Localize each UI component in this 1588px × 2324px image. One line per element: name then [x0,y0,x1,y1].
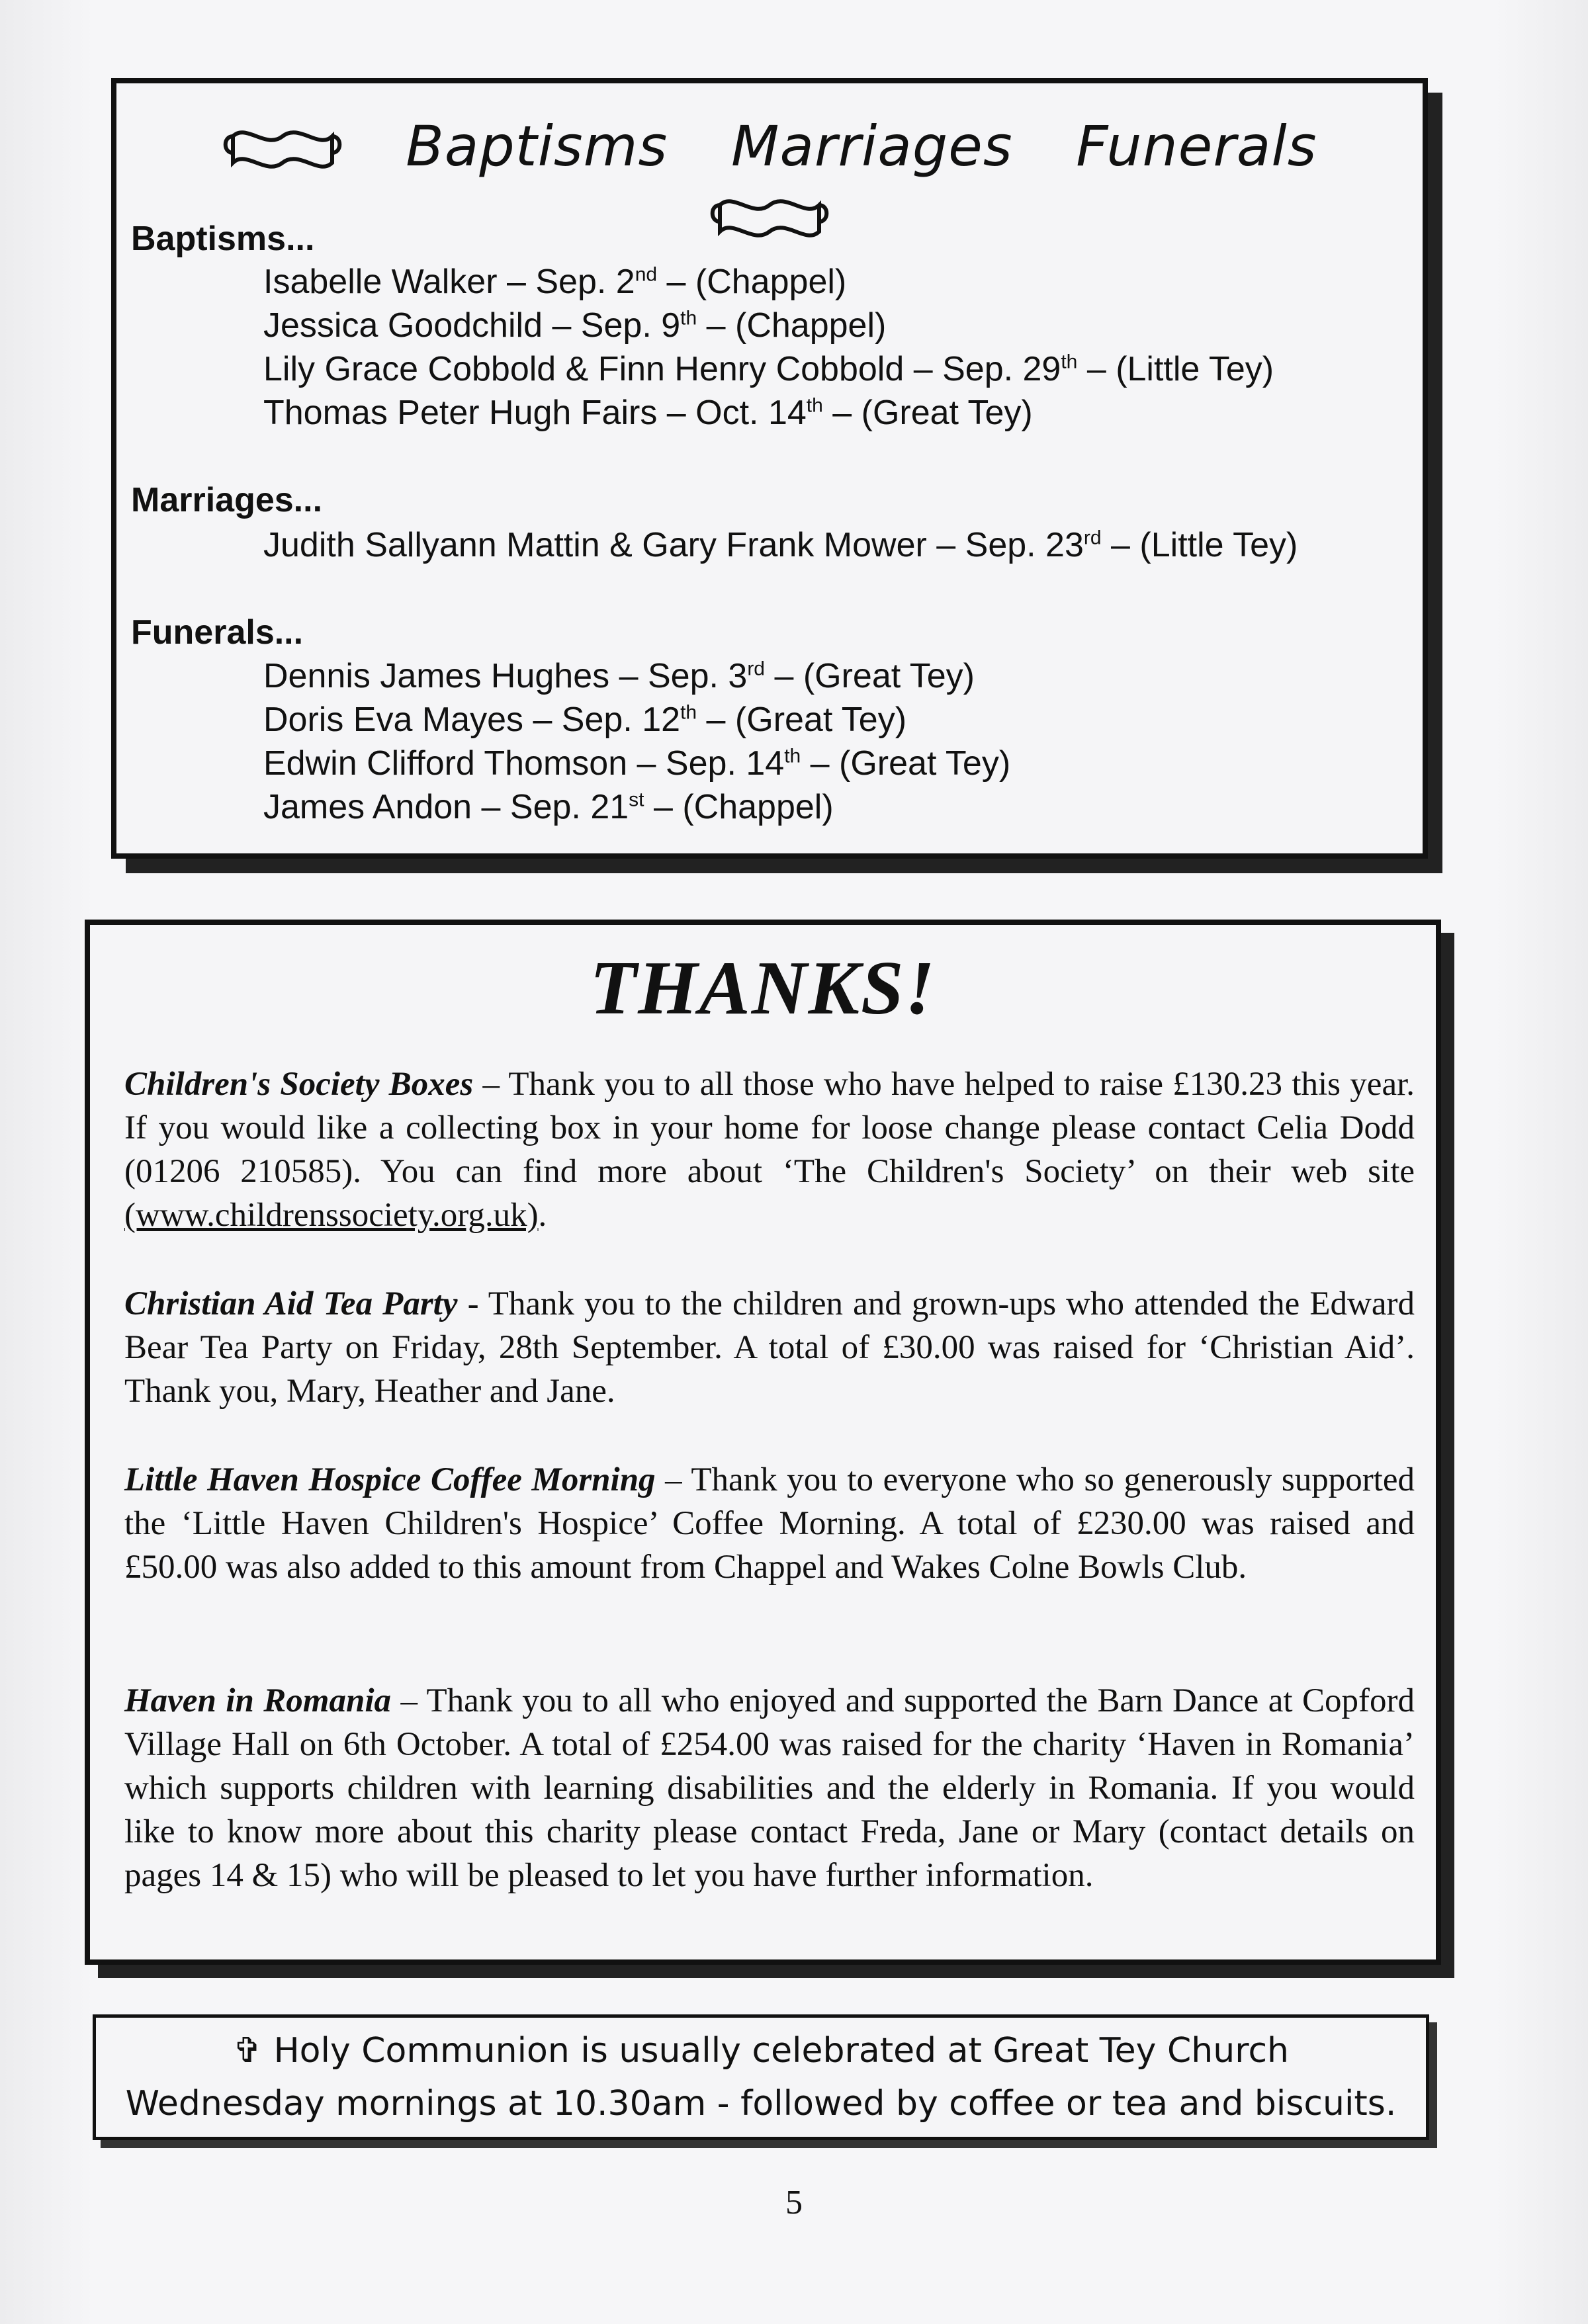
funeral-entry: Dennis James Hughes – Sep. 3rd – (Great Tey) [263,657,975,695]
header-word-baptisms: Baptisms [406,114,668,179]
baptisms-heading: Baptisms... [131,220,315,258]
thanks-item-body: – Thank you to all who enjoyed and supported the Barn Dance at Copford Village Hall on 6th October. A total of £254.00 was raised for the charity ‘Haven in Romania’ which supports children with learning disabilities and the elderly in Romania. If you would like to know more about this charity please contact Freda, Jane or Mary (contact details on pages 14 & 15) who will be pleased to let you have further information. [124,1682,1415,1894]
funeral-entry: James Andon – Sep. 21st – (Chappel) [263,788,834,826]
header-word-funerals: Funerals [1076,114,1317,179]
thanks-item-body: – Thank you to everyone who so generously supported the ‘Little Haven Children's Hospice’ Coffee Morning. A total of £230.00 was raised and £50.00 was also added to this amount from Chappel and Wakes Colne Bowls Club. [124,1461,1415,1586]
baptism-entry: Jessica Goodchild – Sep. 9th – (Chappel) [263,306,887,345]
childrens-society-link[interactable]: (www.childrenssociety.org.uk) [124,1197,539,1234]
thanks-item-christian-aid [124,1282,1415,1413]
thanks-item-lead: Christian Aid Tea Party [124,1285,458,1322]
thanks-item-haven-romania [124,1679,1415,1897]
page-number: 5 [785,2184,803,2221]
scroll-banner-icon [707,185,832,245]
thanks-item-lead: Haven in Romania [124,1682,391,1719]
communion-line-2: Wednesday mornings at 10.30am - followed by coffee or tea and biscuits. [125,2084,1397,2124]
thanks-title: THANKS! [590,946,936,1031]
funeral-entry: Edwin Clifford Thomson – Sep. 14th – (Great Tey) [263,744,1011,783]
marriages-heading: Marriages... [131,481,323,519]
thanks-item-body: - Thank you to the children and grown-ups who attended the Edward Bear Tea Party on Friday, 28th September. A total of £30.00 was raised for ‘Christian Aid’. Thank you, Mary, Heather and Jane. [124,1285,1415,1410]
thanks-item-childrens-society: Children's Society Boxes – Thank you to all those who have helped to raise £130.23 this year. If you would like a collecting box in your home for loose change please contact Celia Dodd (01206 210585). You can find more about ‘The Children's Society’ on their web site (www.childrenssociety.org.uk). [124,1066,1415,1234]
communion-line-1: ✞ Holy Communion is usually celebrated at Great Tey Church [233,2031,1289,2071]
marriage-entry: Judith Sallyann Mattin & Gary Frank Mower – Sep. 23rd – (Little Tey) [263,526,1298,564]
funeral-entry: Doris Eva Mayes – Sep. 12th – (Great Tey) [263,701,907,739]
thanks-box [85,920,1441,1965]
thanks-item-body: – Thank you to all those who have helped to raise £130.23 this year. If you would like a collecting box in your home for loose change please contact Celia Dodd (01206 210585). You can find more about ‘The Children's Society’ on their web site [124,1066,1415,1190]
funerals-heading: Funerals... [131,613,304,652]
thanks-item-little-haven [124,1458,1415,1589]
baptism-entry: Lily Grace Cobbold & Finn Henry Cobbold – Sep. 29th – (Little Tey) [263,350,1274,388]
scroll-banner-icon [220,116,345,176]
header-word-marriages: Marriages [730,114,1013,179]
baptism-entry: Thomas Peter Hugh Fairs – Oct. 14th – (Great Tey) [263,394,1033,432]
thanks-item-lead: Little Haven Hospice Coffee Morning [124,1461,656,1498]
baptisms-marriages-funerals-box [111,78,1428,859]
thanks-item-lead: Children's Society Boxes [124,1066,474,1103]
holy-communion-box [93,2014,1429,2140]
cross-icon: ✞ [233,2031,262,2071]
baptism-entry: Isabelle Walker – Sep. 2nd – (Chappel) [263,263,847,301]
